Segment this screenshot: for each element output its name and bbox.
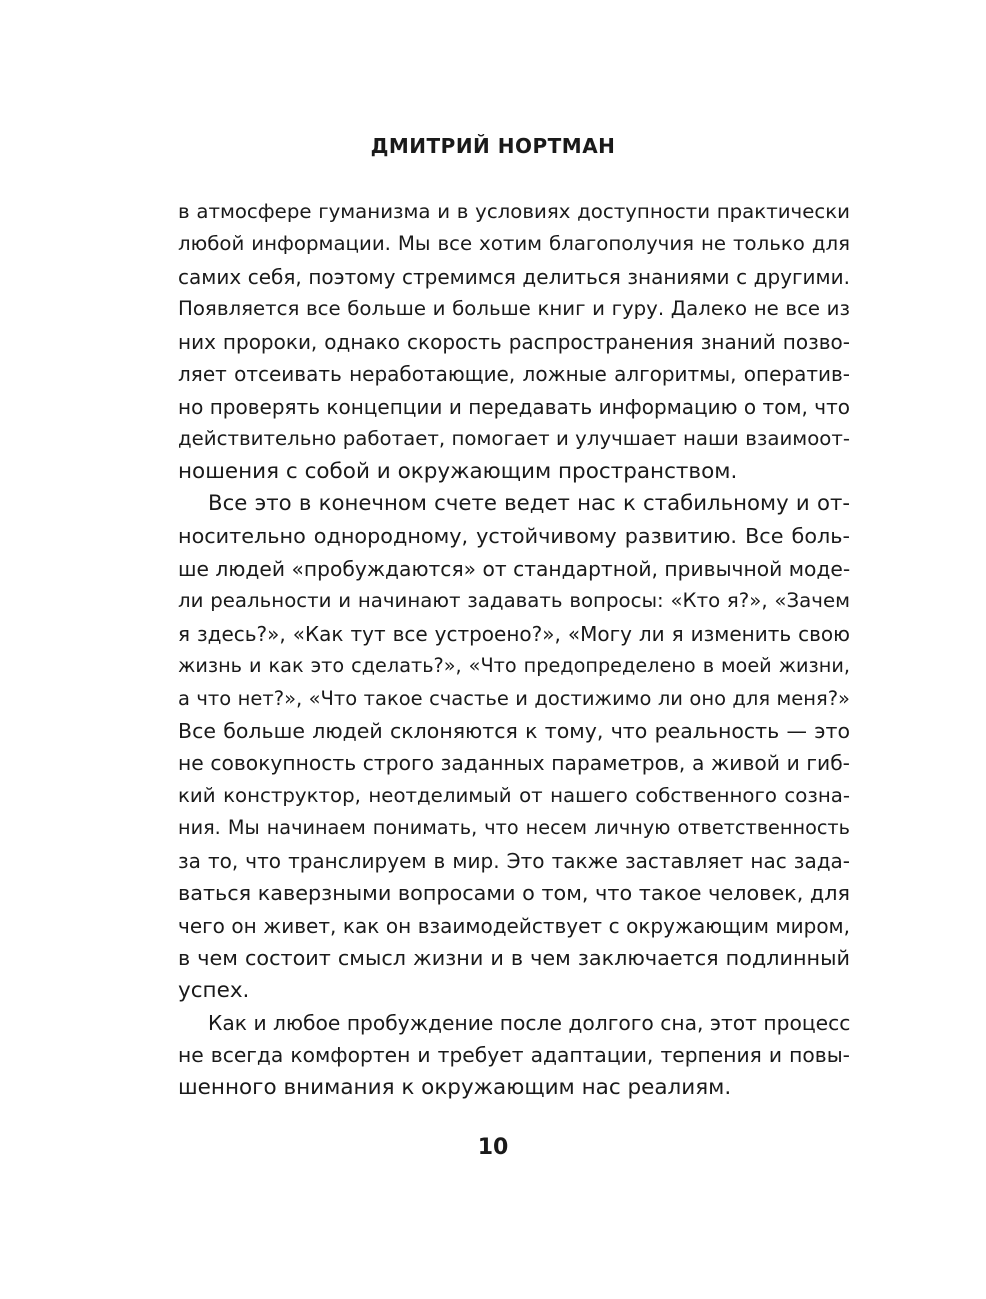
text-line: в атмосфере гуманизма и в условиях доступности практически (178, 200, 850, 223)
text-line: ли реальности и начинают задавать вопросы: «Кто я?», «Зачем (178, 589, 850, 613)
running-head: ДМИТРИЙ НОРТМАН (370, 134, 616, 158)
text-line: действительно работает, помогает и улучшает наши взаимоот- (178, 427, 850, 451)
paragraph (178, 196, 850, 488)
body-text (178, 196, 850, 1104)
text-line: чего он живет, как он взаимодействует с окружающим миром, (178, 913, 850, 938)
text-line: не всегда комфортен и требует адаптации, терпения и повы- (178, 1043, 850, 1068)
text-line: не совокупность строго заданных параметров, а живой и гиб- (178, 751, 850, 776)
text-line: а что нет?», «Что такое счастье и достижимо ли оно для меня?» (178, 686, 850, 710)
text-line: в чем состоит смысл жизни и в чем заключается подлинный (178, 946, 850, 971)
text-line: но проверять концепции и передавать информацию о том, что (178, 394, 850, 419)
text-line: Появляется все больше и больше книг и гуру. Далеко не все из (178, 297, 850, 321)
text-line: ношения с собой и окружающим пространством. (178, 458, 738, 484)
text-line: Все больше людей склоняются к тому, что реальность — это (178, 719, 850, 743)
text-line: Все это в конечном счете ведет нас к стабильному и от- (208, 490, 850, 516)
text-line: ния. Мы начинаем понимать, что несем личную ответственность (178, 816, 850, 840)
text-line: кий конструктор, неотделимый от нашего собственного созна- (178, 783, 850, 807)
text-line: ше людей «пробуждаются» от стандартной, привычной моде- (178, 556, 850, 581)
text-line: Как и любое пробуждение после долгого сна, этот процесс (208, 1010, 850, 1035)
text-line: успех. (178, 977, 250, 1003)
text-line: жизнь и как это сделать?», «Что предопределено в моей жизни, (178, 654, 850, 678)
paragraph (178, 1007, 850, 1104)
text-line: любой информации. Мы все хотим благополучия не только для (178, 232, 850, 256)
page-number: 10 (477, 1135, 509, 1160)
text-line: ляет отсеивать неработающие, ложные алгоритмы, оператив- (178, 362, 850, 387)
text-line: них пророки, однако скорость распространения знаний позво- (178, 329, 850, 354)
text-line: самих себя, поэтому стремимся делиться знаниями с другими. (178, 264, 850, 289)
text-line: шенного внимания к окружающим нас реалиям. (178, 1074, 732, 1100)
text-line: за то, что транслируем в мир. Это также заставляет нас зада- (178, 848, 850, 873)
paragraph (178, 488, 850, 1007)
text-line: ваться каверзными вопросами о том, что такое человек, для (178, 881, 850, 906)
text-line: носительно однородному, устойчивому развитию. Все боль- (178, 524, 850, 549)
text-line: я здесь?», «Как тут все устроено?», «Могу ли я изменить свою (178, 621, 850, 646)
